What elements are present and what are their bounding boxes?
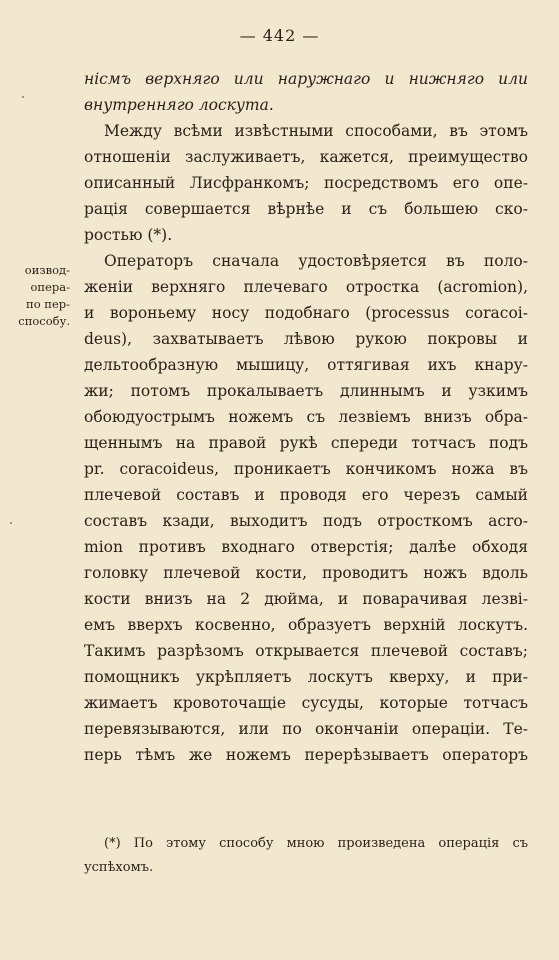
text-line: кости внизъ на 2 дюйма, и поварачивая лезві- bbox=[84, 590, 528, 608]
text-line: Операторъ сначала удостовѣряется въ поло- bbox=[104, 252, 528, 270]
margin-note-line: опера- bbox=[30, 280, 70, 294]
text-line: нісмъ верхняго или наружнаго и нижняго или bbox=[84, 70, 528, 88]
text-line: deus), захватываетъ лѣвою рукою покровы и bbox=[84, 330, 528, 348]
text-line: составъ кзади, выходитъ подъ отросткомъ acro- bbox=[84, 512, 528, 530]
text-line: жимаетъ кровоточащіе сусуды, которые тотчасъ bbox=[84, 694, 528, 712]
text-line: перь тѣмъ же ножемъ перерѣзываетъ операторъ bbox=[84, 746, 528, 764]
paper-speck bbox=[10, 522, 12, 524]
text-line: щеннымъ на правой рукѣ спереди тотчасъ подъ bbox=[84, 434, 528, 452]
text-line: ростью (*). bbox=[84, 226, 173, 244]
footnote-line: (*) По этому способу мною произведена операція съ bbox=[104, 836, 528, 851]
text-line: дельтообразную мышицу, оттягивая ихъ кнару- bbox=[84, 356, 528, 374]
margin-note-line: оизвод- bbox=[24, 263, 70, 277]
text-line: плечевой составъ и проводя его черезъ самый bbox=[84, 486, 528, 504]
text-line: отношеніи заслуживаетъ, кажется, преимущество bbox=[84, 148, 528, 166]
text-line: жи; потомъ прокалываетъ длиннымъ и узкимъ bbox=[84, 382, 528, 400]
body-text bbox=[84, 66, 528, 768]
text-line: помощникъ укрѣпляетъ лоскутъ кверху, и при- bbox=[84, 668, 528, 686]
text-line: mion противъ входнаго отверстія; далѣе обходя bbox=[84, 538, 528, 556]
text-line: и вороньему носу подобнаго (processus coracoi- bbox=[84, 304, 528, 322]
text-line: внутренняго лоскута. bbox=[84, 96, 274, 114]
text-line: женіи верхняго плечеваго отростка (acromion), bbox=[84, 278, 528, 296]
text-line: обоюдуострымъ ножемъ съ лезвіемъ внизъ обра- bbox=[84, 408, 528, 426]
text-line: головку плечевой кости, проводитъ ножъ вдоль bbox=[84, 564, 528, 582]
text-line: рація совершается вѣрнѣе и съ большею ско- bbox=[84, 200, 528, 218]
text-line: Между всѣми извѣстными способами, въ этомъ bbox=[104, 122, 528, 140]
paper-speck bbox=[22, 96, 24, 98]
text-line: Такимъ разрѣзомъ открывается плечевой составъ; bbox=[84, 642, 528, 660]
footnote-line: успѣхомъ. bbox=[84, 860, 154, 875]
margin-note-line: по пер- bbox=[26, 297, 70, 311]
text-line: описанный Лисфранкомъ; посредствомъ его опе- bbox=[84, 174, 528, 192]
text-line: емъ вверхъ косвенно, образуетъ верхній лоскутъ. bbox=[84, 616, 528, 634]
footnote bbox=[84, 832, 528, 880]
text-line: pr. coracoideus, проникаетъ кончикомъ ножа въ bbox=[84, 460, 528, 478]
page-number: — 442 — bbox=[239, 26, 320, 45]
text-line: перевязываются, или по окончаніи операціи. Те- bbox=[84, 720, 528, 738]
margin-note-line: способу. bbox=[18, 314, 70, 328]
